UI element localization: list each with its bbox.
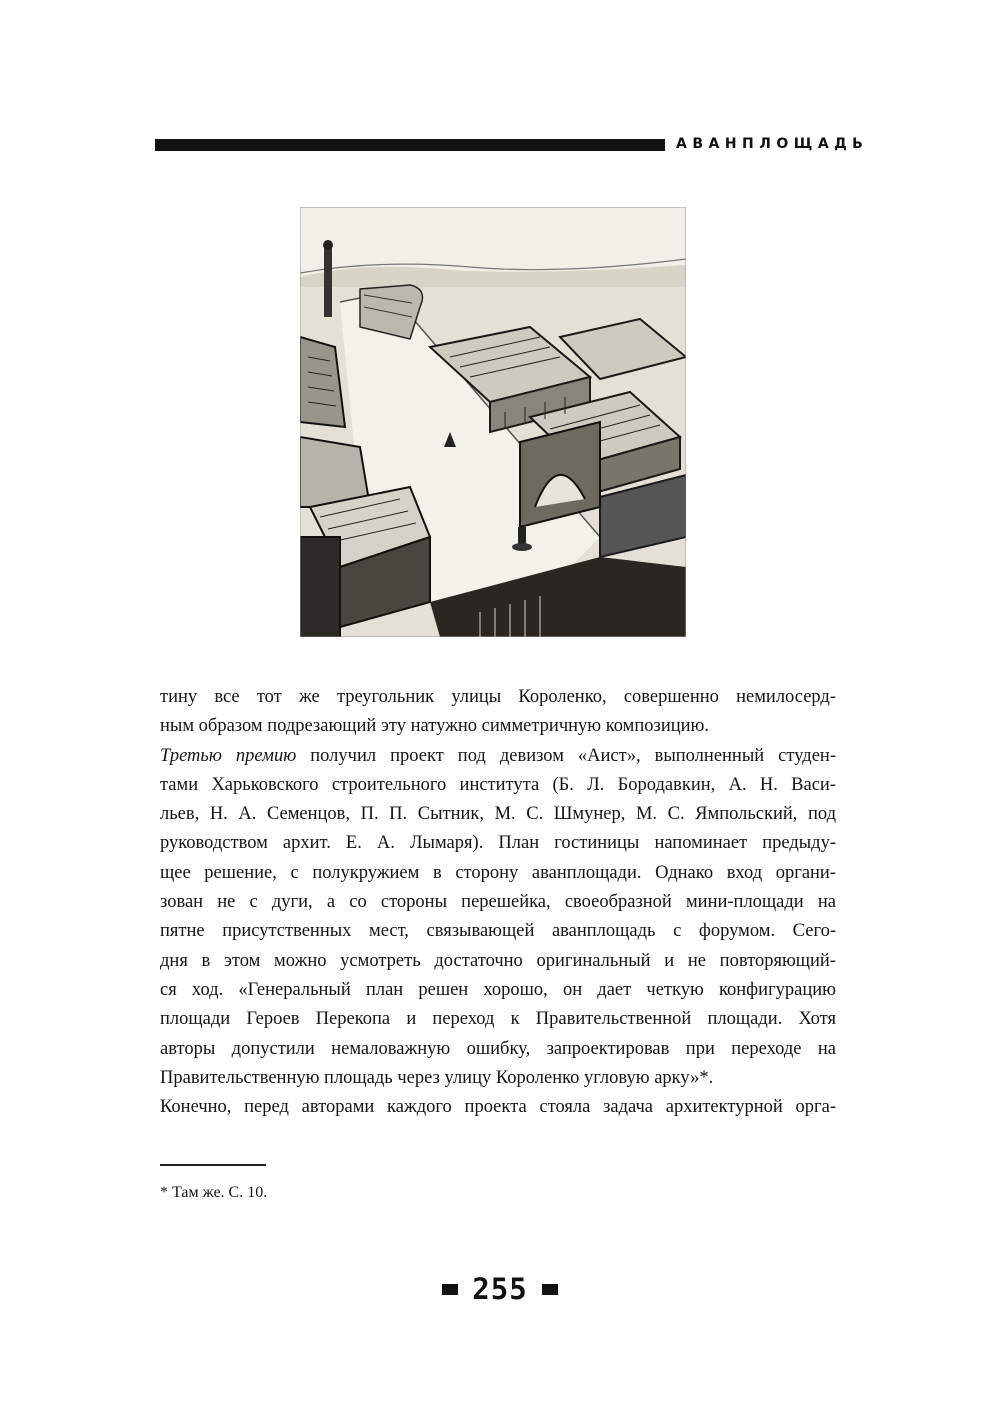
footnote-rule — [160, 1164, 266, 1166]
page-number: 255 — [472, 1272, 528, 1306]
body-line: Правительственную площадь через улицу Короленко угловую арку»*. — [160, 1067, 714, 1088]
body-line: пятне присутственных мест, связывающей аванплощадь с форумом. Сего- — [160, 921, 836, 942]
footnote: * Там же. С. 10. — [160, 1184, 268, 1201]
body-line: дня в этом можно усмотреть достаточно оригинальный и не повторяющий- — [160, 950, 836, 971]
header-rule — [155, 139, 665, 151]
body-line-with-italic — [160, 742, 836, 771]
architectural-perspective-sketch-icon — [300, 207, 686, 637]
body-line: тину все тот же треугольник улицы Короленко, совершенно немилосерд- — [160, 687, 836, 707]
body-line: площади Героев Перекопа и переход к Правительственной площади. Хотя — [160, 1009, 836, 1030]
page-number-block — [430, 1272, 570, 1306]
body-line: авторы допустили немаловажную ошибку, запроектировав при переходе на — [160, 1038, 836, 1059]
body-line: ным образом подрезающий эту натужно симметричную композицию. — [160, 716, 709, 737]
body-line: тами Харьковского строительного института (Б. Л. Бородавкин, А. Н. Васи- — [160, 774, 836, 795]
body-line: Конечно, перед авторами каждого проекта стояла задача архитектурной орга- — [160, 1097, 836, 1118]
page-number-dash-right — [542, 1284, 558, 1295]
body-line: руководством архит. Е. А. Лымаря). План гостиницы напоминает предыду- — [160, 833, 836, 854]
body-line-rest: получил проект под девизом «Аист», выполненный студен- — [310, 745, 836, 766]
body-line: зован не с дуги, а со стороны перешейка, своеобразной мини-площади на — [160, 892, 836, 913]
body-text — [160, 683, 836, 1122]
body-line: ся ход. «Генеральный план решен хорошо, он дает четкую конфигурацию — [160, 979, 836, 1000]
running-header-title: АВАНПЛОЩАДЬ — [676, 136, 869, 152]
italic-lead: Третью премию — [160, 745, 297, 766]
body-line: льев, Н. А. Семенцов, П. П. Сытник, М. С. Шмунер, М. С. Ямпольский, под — [160, 804, 836, 825]
architectural-sketch-illustration — [300, 207, 686, 637]
body-line: щее решение, с полукружием в сторону аванплощади. Однако вход органи- — [160, 862, 836, 883]
page-number-dash-left — [442, 1284, 458, 1295]
